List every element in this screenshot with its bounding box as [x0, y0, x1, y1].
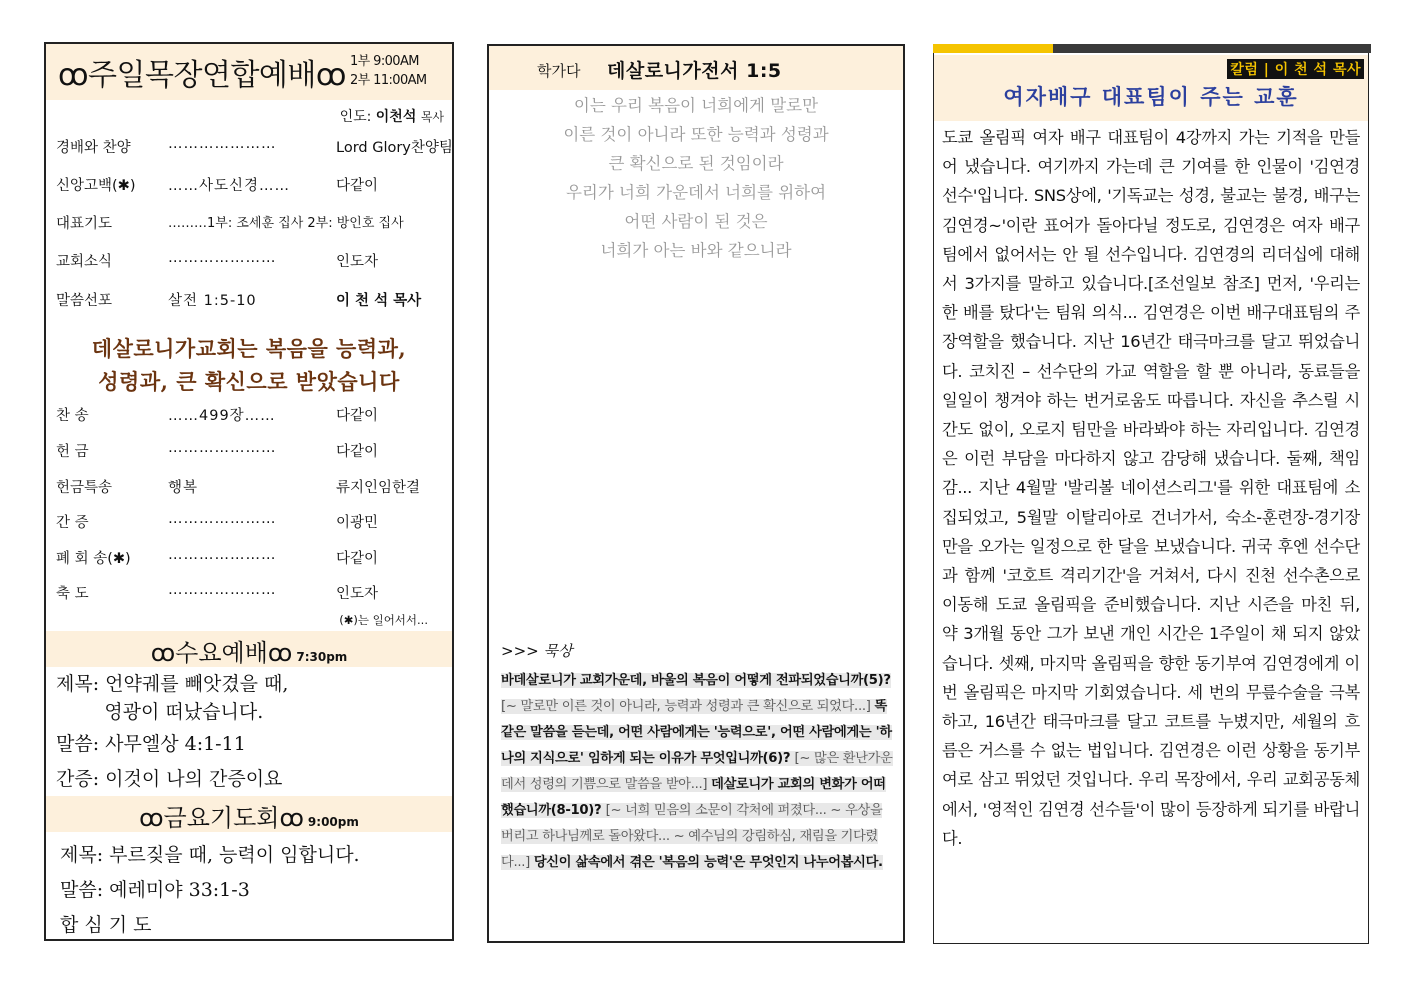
study-header — [489, 46, 903, 90]
wednesday-line: 말씀: 사무엘상 4:1-11 — [56, 733, 246, 755]
order-row: 찬 송 ……499장…… 다같이 — [56, 408, 379, 424]
wednesday-time: 7:30pm — [296, 650, 348, 664]
sermon-theme: 데살로니가교회는 복음을 능력과, 성령과, 큰 확신으로 받았습니다 — [91, 336, 407, 394]
wednesday-line: 영광이 떠났습니다. — [56, 701, 264, 723]
order-row: 간 증 ………………… 이광민 — [56, 511, 379, 531]
order-row: 헌금특송 행복 류지인임한결 — [56, 480, 421, 496]
study-prefix: 학가다 — [537, 62, 581, 80]
column-header — [934, 55, 1368, 121]
column-panel — [933, 44, 1369, 944]
order-row: 헌 금 ………………… 다같이 — [56, 440, 379, 460]
column-byline: 칼럼 | 이 천 석 목사 — [1227, 59, 1364, 79]
column-title: 여자배구 대표팀이 주는 교훈 — [1003, 85, 1299, 109]
accent-bar-dark — [1053, 44, 1371, 53]
service-leader: 인도: 이천석 목사 — [339, 109, 444, 125]
friday-line: 제목: 부르짖을 때, 능력이 임합니다. — [60, 844, 360, 866]
friday-service-title: ꝏ금요기도회ꝏ — [139, 804, 304, 832]
friday-time: 9:00pm — [307, 815, 359, 829]
study-panel — [487, 44, 905, 943]
order-row: 경배와 찬양 ………………… Lord Glory찬양팀 — [56, 136, 453, 156]
meditation-questions: 바데살로니가 교회가운데, 바울의 복음이 어떻게 전파되었습니까(5)? [~ 말로만 이른 것이 아니라, 능력과 성령과 큰 확신으로 되었다...] 똑같은 말씀을 듣는데, 어떤 사람에게는 '능력으로', 어떤 사람에게는 '하나의 지식으로' 임하게 되는 이유가 무엇입니까(6)? [~ 많은 환난가운데서 성령의 기쁨으로 말씀을 받아...] 데살로니가 교회의 변화가 어떠했습니까(8-10)? [~ 너희 믿음의 소문이 각처에 퍼졌다... ~ 우상을 버리고 하나님께로 돌아왔다... ~ 예수님의 강림하심, 재림을 기다렸다...] 당신이 삶속에서 겪은 '복음의 능력'은 무엇인지 나누어봅시다. — [501, 673, 893, 870]
second-service-time: 2부 11:00AM — [350, 73, 427, 88]
order-row: 폐 회 송(✱) ………………… 다같이 — [56, 547, 379, 567]
scripture-verse: 이는 우리 복음이 너희에게 말로만 이른 것이 아니라 또한 능력과 성령과 큰 확신으로 된 것임이라 우리가 너희 가운데서 너희를 위하여 어떤 사람이 된 것은 너희가 아는 바와 같으니라 — [563, 96, 829, 260]
leader-name: 이천석 — [375, 109, 417, 125]
study-book: 데살로니가전서 1:5 — [607, 60, 782, 82]
order-row: 말씀선포 살전 1:5-10 이 천 석 목사 — [56, 293, 422, 309]
wednesday-service-title: ꝏ수요예배ꝏ — [150, 639, 293, 667]
order-row: 축 도 ………………… 인도자 — [56, 582, 379, 602]
sunday-service-title: ꝏ주일목장연합예배ꝏ — [58, 58, 346, 93]
standing-note: (✱)는 일어서서... — [339, 613, 428, 627]
order-row: 신앙고백(✱) ……사도신경…… 다같이 — [56, 178, 379, 194]
friday-service-header — [46, 796, 452, 832]
order-row: 대표기도 ………1부: 조세훈 집사 2부: 방인호 집사 — [56, 216, 404, 232]
column-body: 도쿄 올림픽 여자 배구 대표팀이 4강까지 가는 기적을 만들어 냈습니다. 여기까지 가는데 큰 기여를 한 인물이 '김연경 선수'입니다. SNS상에, '기독교는 성경, 불교는 불경, 배구는 김연경~'이란 표어가 돌아다닐 정도로, 김연경은 여자 배구팀에서 없어서는 안 될 선수입니다. 김연경의 리더십에 대해서 3가지를 말하고 있습니다.[조선일보 참조] 먼저, '우리는 한 배를 탔다'는 팀워 의식... 김연경은 이번 배구대표팀의 주장역할을 했습니다. 지난 16년간 태극마크를 달고 뛰었습니다. 코치진 – 선수단의 가교 역할을 할 뿐 아니라, 동료들을 일일이 챙겨야 하는 번거로움도 따릅니다. 자신을 추스릴 시간도 없이, 오로지 팀만을 바라봐야 하는 자리입니다. 김연경은 이런 부담을 마다하지 않고 감당해 냈습니다. 둘째, 책임감... 지난 4월말 '발리볼 네이션스리그'를 위한 대표팀에 소집되었고, 5월말 이탈리아로 건너가서, 숙소-훈련장-경기장만을 오가는 일정으로 한 달을 보냈습니다. 귀국 후엔 선수단과 함께 '코호트 격리기간'을 거쳐서, 다시 진천 선수촌으로 이동해 도쿄 올림픽을 준비했습니다. 지난 시즌을 마친 뒤, 약 3개월 동안 그가 보낸 개인 시간은 1주일이 채 되지 않았습니다. 셋째, 마지막 올림픽을 향한 동기부여 김연경에게 이번 올림픽은 마지막 기회였습니다. 세 번의 무릎수술을 극복하고, 16년간 태극마크를 달고 코트를 누볐지만, 세월의 흐름은 거스를 수 없는 법입니다. 김연경은 이런 상황을 동기부여로 삼고 뛰었던 것입니다. 우리 목장에서, 우리 교회공동체에서, '영적인 김연경 선수들'이 많이 등장하게 되기를 바랍니다. — [942, 128, 1360, 848]
friday-line: 말씀: 예레미야 33:1-3 — [60, 879, 250, 901]
wednesday-line: 제목: 언약궤를 빼앗겼을 때, — [56, 673, 289, 695]
leader-role: 목사 — [420, 110, 444, 124]
service-times — [350, 52, 427, 90]
meditation-heading: >>> 묵상 — [501, 642, 573, 660]
wednesday-service-header — [46, 631, 452, 667]
accent-bar — [933, 44, 1053, 53]
sunday-service-header — [46, 44, 452, 100]
wednesday-line: 간증: 이것이 나의 간증이요 — [56, 768, 283, 790]
order-row: 교회소식 ………………… 인도자 — [56, 250, 379, 270]
friday-line: 합 심 기 도 — [60, 914, 152, 936]
first-service-time: 1부 9:00AM — [350, 54, 419, 69]
worship-order-panel — [44, 42, 454, 941]
